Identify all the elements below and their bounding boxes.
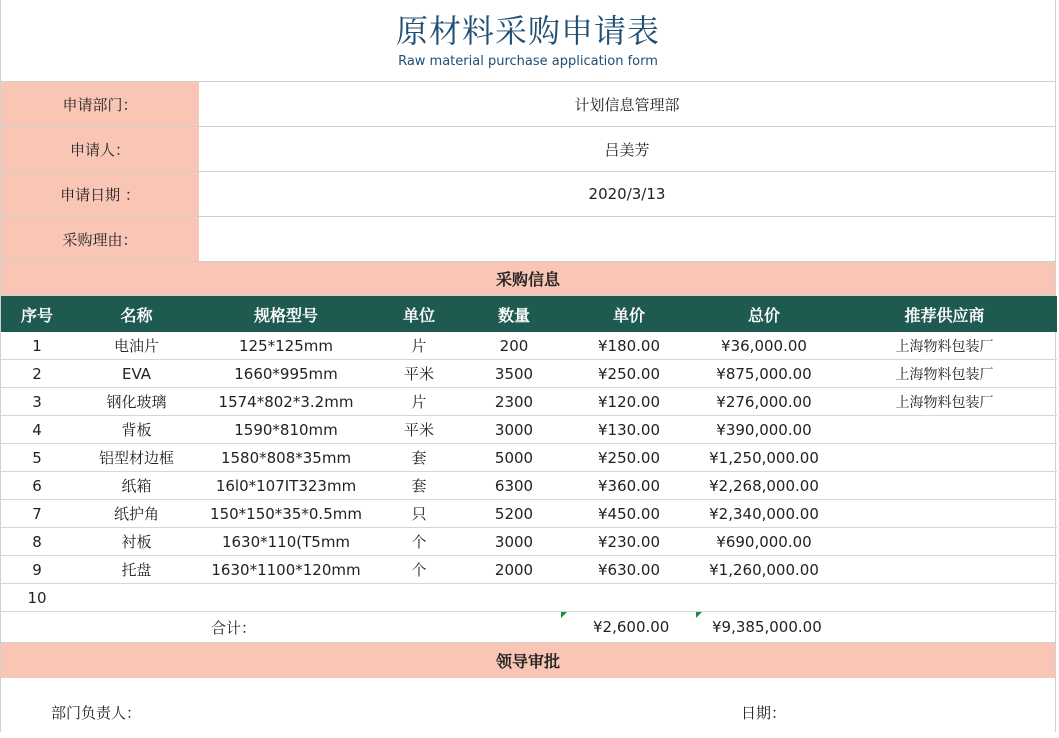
cell-index[interactable]: 6 (1, 472, 73, 500)
cell-note-marker (696, 612, 702, 618)
apply-date-value[interactable]: 2020/3/13 (588, 185, 666, 203)
cell-spec[interactable]: 150*150*35*0.5mm (200, 500, 372, 528)
cell-total[interactable]: ¥875,000.00 (696, 360, 832, 388)
cell-spec[interactable]: 125*125mm (200, 332, 372, 360)
cell-name[interactable]: 电油片 (73, 332, 200, 360)
cell-total[interactable]: ¥36,000.00 (696, 332, 832, 360)
cell-supplier[interactable] (832, 584, 1057, 612)
cell-unit[interactable]: 个 (372, 556, 466, 584)
table-row (1, 556, 1057, 584)
cell-name[interactable]: 托盘 (73, 556, 200, 584)
form-subtitle: Raw material purchase application form (398, 54, 658, 69)
cell-name[interactable] (73, 584, 200, 612)
cell-qty[interactable]: 5200 (466, 500, 562, 528)
cell-spec[interactable]: 1630*1100*120mm (200, 556, 372, 584)
totals-unit-price: ¥2,600.00 (593, 618, 670, 636)
table-header-row (1, 296, 1057, 332)
purchase-info-header: 采购信息 (1, 262, 1055, 296)
table-row (1, 472, 1057, 500)
cell-spec[interactable]: 1660*995mm (200, 360, 372, 388)
totals-row (1, 612, 1055, 643)
table-row (1, 388, 1057, 416)
cell-index[interactable]: 1 (1, 332, 73, 360)
cell-spec[interactable]: 1580*808*35mm (200, 444, 372, 472)
col-header-unit-price: 单价 (562, 296, 696, 332)
cell-unit-price[interactable]: ¥230.00 (562, 528, 696, 556)
table-row (1, 528, 1057, 556)
info-row-department (1, 82, 1055, 127)
cell-supplier[interactable]: 上海物料包装厂 (832, 332, 1057, 360)
table-row (1, 332, 1057, 360)
cell-qty[interactable]: 2000 (466, 556, 562, 584)
cell-index[interactable]: 9 (1, 556, 73, 584)
cell-index[interactable]: 8 (1, 528, 73, 556)
cell-supplier[interactable] (832, 416, 1057, 444)
col-header-qty: 数量 (466, 296, 562, 332)
signature-row (1, 678, 1055, 738)
cell-qty[interactable] (466, 584, 562, 612)
col-header-unit: 单位 (372, 296, 466, 332)
cell-name[interactable]: EVA (73, 360, 200, 388)
cell-total[interactable]: ¥1,250,000.00 (696, 444, 832, 472)
department-value[interactable]: 计划信息管理部 (574, 95, 680, 114)
cell-spec[interactable]: 16l0*107IT323mm (200, 472, 372, 500)
totals-total-price: ¥9,385,000.00 (712, 618, 822, 636)
table-row (1, 500, 1057, 528)
cell-index[interactable]: 4 (1, 416, 73, 444)
cell-index[interactable]: 7 (1, 500, 73, 528)
info-row-reason (1, 217, 1055, 262)
info-row-date (1, 172, 1055, 217)
cell-supplier[interactable]: 上海物料包装厂 (832, 388, 1057, 416)
cell-qty[interactable]: 3000 (466, 416, 562, 444)
cell-index[interactable]: 10 (1, 584, 73, 612)
cell-spec[interactable] (200, 584, 372, 612)
cell-name[interactable]: 钢化玻璃 (73, 388, 200, 416)
cell-name[interactable]: 纸护角 (73, 500, 200, 528)
title-block (1, 0, 1055, 82)
cell-index[interactable]: 5 (1, 444, 73, 472)
cell-unit[interactable]: 套 (372, 472, 466, 500)
cell-unit[interactable]: 片 (372, 332, 466, 360)
col-header-spec: 规格型号 (200, 296, 372, 332)
cell-index[interactable]: 2 (1, 360, 73, 388)
col-header-index: 序号 (1, 296, 73, 332)
cell-unit[interactable]: 平米 (372, 360, 466, 388)
cell-unit-price[interactable]: ¥250.00 (562, 444, 696, 472)
table-row (1, 584, 1057, 612)
cell-qty[interactable]: 2300 (466, 388, 562, 416)
cell-index[interactable]: 3 (1, 388, 73, 416)
cell-unit-price[interactable]: ¥180.00 (562, 332, 696, 360)
cell-unit[interactable]: 套 (372, 444, 466, 472)
cell-supplier[interactable] (832, 472, 1057, 500)
cell-total[interactable] (696, 584, 832, 612)
cell-supplier[interactable] (832, 528, 1057, 556)
table-row (1, 360, 1057, 388)
cell-unit[interactable]: 平米 (372, 416, 466, 444)
approval-header: 领导审批 (1, 643, 1055, 678)
cell-unit[interactable] (372, 584, 466, 612)
cell-unit[interactable]: 个 (372, 528, 466, 556)
cell-qty[interactable]: 200 (466, 332, 562, 360)
cell-total[interactable]: ¥2,340,000.00 (696, 500, 832, 528)
form-title: 原材料采购申请表 (395, 12, 660, 50)
reason-value[interactable] (199, 217, 1055, 261)
cell-total[interactable]: ¥390,000.00 (696, 416, 832, 444)
cell-unit-price[interactable]: ¥360.00 (562, 472, 696, 500)
reason-label: 采购理由： (1, 217, 199, 261)
col-header-supplier: 推荐供应商 (832, 296, 1057, 332)
col-header-total: 总价 (696, 296, 832, 332)
cell-unit-price[interactable]: ¥130.00 (562, 416, 696, 444)
info-row-applicant (1, 127, 1055, 172)
cell-qty[interactable]: 5000 (466, 444, 562, 472)
cell-qty[interactable]: 6300 (466, 472, 562, 500)
cell-supplier[interactable] (832, 556, 1057, 584)
apply-date-label: 申请日期 ： (1, 172, 199, 216)
cell-note-marker (561, 612, 567, 618)
cell-unit-price[interactable]: ¥120.00 (562, 388, 696, 416)
table-row (1, 416, 1057, 444)
cell-spec[interactable]: 1630*110(T5mm (200, 528, 372, 556)
cell-name[interactable]: 衬板 (73, 528, 200, 556)
purchase-table (1, 296, 1057, 612)
cell-unit-price[interactable]: ¥630.00 (562, 556, 696, 584)
cell-unit-price[interactable]: ¥450.00 (562, 500, 696, 528)
col-header-name: 名称 (73, 296, 200, 332)
cell-unit-price[interactable]: ¥250.00 (562, 360, 696, 388)
sign-date-label: 日期： (741, 704, 787, 722)
cell-supplier[interactable]: 上海物料包装厂 (832, 360, 1057, 388)
cell-supplier[interactable] (832, 444, 1057, 472)
table-row (1, 444, 1057, 472)
totals-label: 合计： (211, 618, 257, 637)
cell-spec[interactable]: 1574*802*3.2mm (200, 388, 372, 416)
cell-unit[interactable]: 片 (372, 388, 466, 416)
applicant-label: 申请人： (1, 127, 199, 171)
cell-name[interactable]: 纸箱 (73, 472, 200, 500)
cell-qty[interactable]: 3000 (466, 528, 562, 556)
cell-total[interactable]: ¥2,268,000.00 (696, 472, 832, 500)
cell-unit-price[interactable] (562, 584, 696, 612)
cell-spec[interactable]: 1590*810mm (200, 416, 372, 444)
applicant-value[interactable]: 吕美芳 (604, 140, 650, 159)
cell-total[interactable]: ¥690,000.00 (696, 528, 832, 556)
cell-qty[interactable]: 3500 (466, 360, 562, 388)
cell-total[interactable]: ¥276,000.00 (696, 388, 832, 416)
cell-name[interactable]: 背板 (73, 416, 200, 444)
department-label: 申请部门： (1, 82, 199, 126)
dept-head-label: 部门负责人： (51, 704, 142, 722)
cell-name[interactable]: 铝型材边框 (73, 444, 200, 472)
cell-supplier[interactable] (832, 500, 1057, 528)
cell-unit[interactable]: 只 (372, 500, 466, 528)
cell-total[interactable]: ¥1,260,000.00 (696, 556, 832, 584)
